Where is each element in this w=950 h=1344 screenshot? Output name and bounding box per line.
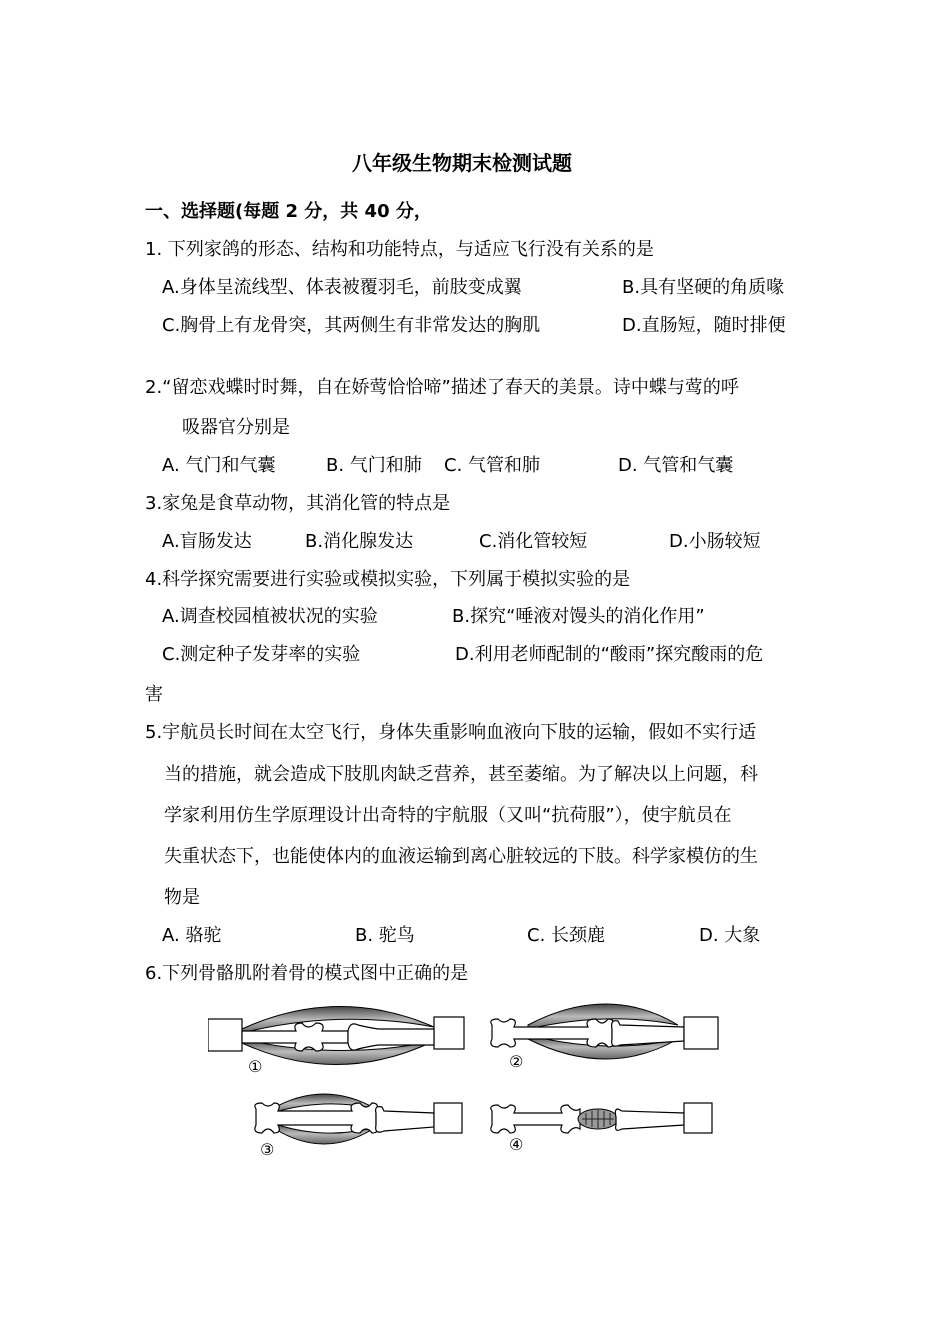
q1-option-a: A.身体呈流线型、体表被覆羽毛，前肢变成翼 <box>162 277 522 298</box>
q2-stem-line2: 吸器官分别是 <box>182 417 290 438</box>
page-title: 八年级生物期末检测试题 <box>352 151 572 175</box>
figure-label-2: ② <box>509 1052 524 1071</box>
q3-option-d: D.小肠较短 <box>669 531 761 552</box>
q4-option-c: C.测定种子发芽率的实验 <box>162 644 361 665</box>
figure-label-1: ① <box>248 1057 263 1076</box>
q2-option-d: D. 气管和气囊 <box>618 455 734 476</box>
q2-option-b: B. 气门和肺 <box>326 455 422 476</box>
q5-stem-line3: 学家利用仿生学原理设计出奇特的宇航服（又叫“抗荷服”），使宇航员在 <box>164 805 732 826</box>
q4-option-d: D.利用老师配制的“酸雨”探究酸雨的危 <box>455 644 764 665</box>
q6-stem: 6.下列骨骼肌附着骨的模式图中正确的是 <box>145 963 469 984</box>
q4-option-a: A.调查校园植被状况的实验 <box>162 606 378 627</box>
q1-stem: 1. 下列家鸽的形态、结构和功能特点，与适应飞行没有关系的是 <box>145 239 654 260</box>
q5-option-d: D. 大象 <box>699 925 761 946</box>
q1-option-b: B.具有坚硬的角质喙 <box>622 277 785 298</box>
q4-option-d-cont: 害 <box>145 684 163 705</box>
q5-option-b: B. 驼鸟 <box>355 925 415 946</box>
q3-option-b: B.消化腺发达 <box>305 531 414 552</box>
q3-stem: 3.家兔是食草动物，其消化管的特点是 <box>145 493 451 514</box>
muscle-diagram-3 <box>252 1085 468 1159</box>
q3-option-c: C.消化管较短 <box>479 531 588 552</box>
q5-stem-line5: 物是 <box>164 887 200 908</box>
q2-option-c: C. 气管和肺 <box>444 455 541 476</box>
q4-option-b: B.探究“唾液对馒头的消化作用” <box>452 606 705 627</box>
q4-stem: 4.科学探究需要进行实验或模拟实验，下列属于模拟实验的是 <box>145 569 631 590</box>
q5-stem-line2: 当的措施，就会造成下肢肌肉缺乏营养，甚至萎缩。为了解决以上问题，科 <box>164 764 758 785</box>
q5-stem-line4: 失重状态下，也能使体内的血液运输到离心脏较远的下肢。科学家模仿的生 <box>164 846 758 867</box>
q5-option-a: A. 骆驼 <box>162 925 222 946</box>
q2-option-a: A. 气门和气囊 <box>162 455 276 476</box>
section-heading: 一、选择题(每题 2 分，共 40 分， <box>145 201 432 222</box>
q1-option-c: C.胸骨上有龙骨突，其两侧生有非常发达的胸肌 <box>162 315 541 336</box>
figure-label-3: ③ <box>260 1140 275 1159</box>
q5-stem-line1: 5.宇航员长时间在太空飞行，身体失重影响血液向下肢的运输，假如不实行适 <box>145 722 757 743</box>
figure-label-4: ④ <box>509 1135 524 1154</box>
q3-option-a: A.盲肠发达 <box>162 531 252 552</box>
muscle-diagram-2 <box>488 995 724 1065</box>
q5-option-c: C. 长颈鹿 <box>527 925 606 946</box>
q1-option-d: D.直肠短，随时排便 <box>622 315 786 336</box>
q2-stem-line1: 2.“留恋戏蝶时时舞，自在娇莺恰恰啼”描述了春天的美景。诗中蝶与莺的呼 <box>145 377 739 398</box>
